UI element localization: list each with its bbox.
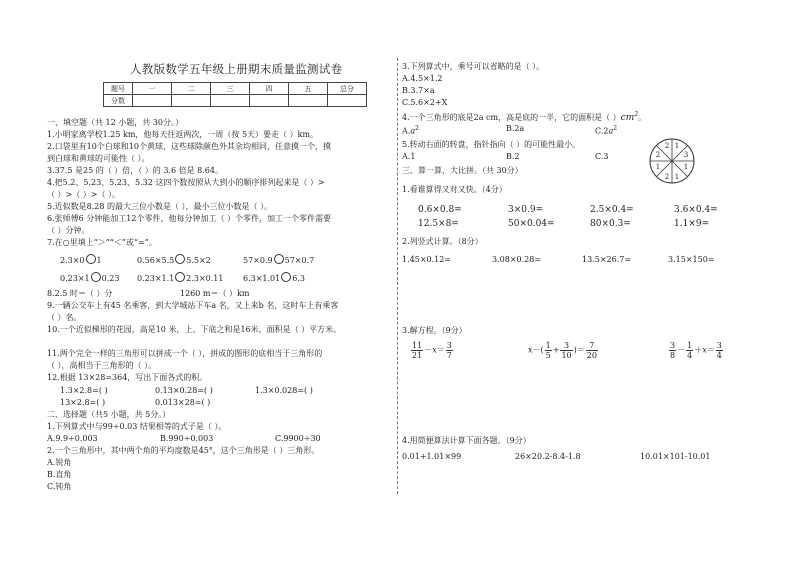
question-9-line-2: （ ）名。 [47,313,82,322]
score-header-cell: 三 [211,83,250,95]
spinner-number: 2 [664,173,670,181]
choice-4-option-b[interactable]: B.2a [506,124,525,133]
question-3: 3.37.5 是25 的（ ）倍，（ ）的 3.6 倍是 8.64。 [47,166,223,175]
oral-item: 12.5×8= [418,219,459,229]
compare-left: 2.3×0 [60,256,85,265]
vertical-calc-item: 3.15×150= [668,255,715,264]
fraction: $\frac{1}{5}$ [545,341,551,360]
choice-5-option-b[interactable]: B.2 [506,152,520,161]
compare-circle[interactable] [175,272,185,282]
spinner-number: 1 [655,163,661,171]
question-6-line-2: （ ）分钟。 [47,226,90,235]
score-header-cell: 总分 [328,83,367,95]
column-divider [397,58,398,494]
choice-3: 3.下列算式中，乘号可以省略的是（ ）。 [402,62,545,71]
score-header-cell: 四 [250,83,289,95]
compare-circle[interactable] [281,272,291,282]
compare-item [137,254,211,266]
spinner-number: 3 [683,151,689,159]
oral-item: 3×0.9= [508,205,544,215]
choice-1-option-b[interactable]: B.990÷0.003 [160,434,214,443]
compare-circle[interactable] [175,254,185,264]
vertical-calc-item: 13.5×26.7= [582,255,632,264]
calc-1-header: 1.看谁算得又对又快。（4分） [402,185,507,194]
oral-item: 2.5×0.4= [590,205,634,215]
choice-4-unit: $cm^2$ [620,111,639,123]
compare-right: 0.23 [101,274,120,283]
oral-item: 80×0.3= [590,219,631,229]
question-10: 10.一个近似梯形的花园，高是10 米，上、下底之和是16米，面积是（ ）平方米。 [47,325,342,334]
choice-3-option-b[interactable]: B.3.7×a [402,86,435,95]
compare-left: 0.56×5.5 [137,256,175,265]
question-2-line-2: 到白球和黄球的可能性（ ）。 [47,154,150,163]
oral-item: 3.6×0.4= [674,205,718,215]
score-header-cell: 题号 [104,83,133,95]
score-header-cell: 一 [133,83,172,95]
choice-4-option-a[interactable]: $A.a^2$ [402,125,419,136]
question-7: 7.在○里填上“＞”“＜”或“=”。 [47,238,157,247]
question-11-line-1: 11.两个完全一样的三角形可以拼成一个（ ），拼成的图形的底相当于三角形的 [47,349,323,358]
score-input-cell[interactable] [250,95,289,107]
question-4-line-1: 4.把5.2、5.23、5.23、5.32 这四个数按照从大到小的顺序排列起来是（ ）> [47,178,325,187]
score-row-label: 分数 [104,95,133,107]
choice-2-option-c[interactable]: C.钝角 [47,482,72,491]
fraction: $\frac{3}{10}$ [561,341,572,360]
calc-2-header: 2.列竖式计算。（8分） [402,237,483,246]
equation-2: x－( $\frac{1}{5}$ + $\frac{3}{10}$ )＝ $\frac{7}{20}$ [528,341,597,360]
compare-right: 6.3 [292,274,305,283]
spinner-number: 2 [655,151,661,159]
question-9-line-1: 9.一辆公交车上有45 名乘客，到大学城站下车a 名，又上来b 名，这时车上有乘客 [47,301,339,310]
compare-right: 2.3×0.11 [186,274,224,283]
oral-item: 50×0.04= [508,219,555,229]
simplify-item: 26×20.2-8.4-1.8 [515,452,581,461]
product-item: 1.3×2.8=( ) [60,386,108,395]
score-input-cell[interactable] [172,95,211,107]
compare-item [243,272,305,284]
choice-1: 1.下列算式中与99÷0.03 结果相等的式子是（ ）。 [47,422,227,431]
compare-right: 1 [96,256,102,265]
score-input-cell[interactable] [328,95,367,107]
choice-5: 5.转动右面的转盘，指针指向（ ）的可能性最小。 [402,140,581,149]
choice-5-option-a[interactable]: A.1 [402,152,416,161]
fraction: $\frac{3}{7}$ [446,341,452,360]
product-item: 0.013×28=( ) [155,398,211,407]
score-header-cell: 五 [289,83,328,95]
question-8-a: 8.2.5 时＝（ ）分 [47,289,113,298]
score-input-cell[interactable] [211,95,250,107]
choice-2-option-b[interactable]: B.直角 [47,470,72,479]
equation-1: $\frac{11}{21}$ －x＝ $\frac{3}{7}$ [412,341,452,360]
choice-4: 4.一个三角形的底是2a cm，高是底的一半，它的面积是（ ）$cm^2$。 [402,111,647,123]
spinner-diagram [648,137,696,185]
calc-4-header: 4.用简便算法计算下面各题。（9分） [402,436,531,445]
choice-1-option-c[interactable]: C.9900÷30 [275,434,321,443]
vertical-calc-item: 1.45×0.12= [402,255,452,264]
compare-circle[interactable] [86,254,96,264]
score-table-value-row [104,95,367,107]
choice-4-text: 4.一个三角形的底是2a cm，高是底的一半，它的面积是（ ） [402,113,621,122]
section-1-header: 一、填空题（共 12 小题，共 30分。） [47,118,183,127]
spinner-number: 1 [674,142,680,150]
compare-circle[interactable] [274,254,284,264]
compare-left: 6.3×1.01 [243,274,281,283]
fraction: $\frac{3}{4}$ [716,341,722,360]
question-2-line-1: 2.口袋里有10个白球和10个黄球，这些球除颜色外其余均相同，任意摸一个，摸 [47,142,331,151]
fraction: $\frac{7}{20}$ [586,341,597,360]
compare-left: 0.23×1.1 [137,274,175,283]
choice-2-option-a[interactable]: A.锐角 [47,458,72,467]
oral-item: 1.1×9= [674,219,710,229]
product-item: 13×2.8=( ) [60,398,106,407]
calc-3-header: 3.解方程。（9分） [402,326,467,335]
question-12: 12.根据 13×28=364，写出下面各式的积。 [47,373,208,382]
vertical-calc-item: 3.08×0.28= [492,255,542,264]
score-table [103,82,367,107]
compare-item [60,272,119,284]
score-input-cell[interactable] [133,95,172,107]
choice-5-option-c[interactable]: C.3 [595,152,609,161]
paper-title: 人教版数学五年级上册期末质量监测试卷 [130,62,343,76]
compare-circle[interactable] [91,272,101,282]
equation-3: $\frac{3}{8}$ － $\frac{1}{4}$ ＋x＝ $\frac{3}{4}$ [670,341,722,360]
choice-3-option-a[interactable]: A.4.5×1.2 [402,74,443,83]
compare-item [137,272,224,284]
spinner-number: 1 [674,173,680,181]
question-5: 5.近似数是8.28 的最大三位小数是（ ），最小三位小数是（ ）。 [47,202,273,211]
compare-item [60,254,102,266]
compare-right: 5.5×2 [186,256,211,265]
simplify-item: 10.01×101-10.01 [640,452,711,461]
fraction: $\frac{3}{8}$ [670,341,676,360]
choice-4-option-c[interactable]: $C.2a^2$ [595,125,618,136]
score-header-cell: 二 [172,83,211,95]
compare-right: 57×0.7 [284,256,315,265]
spinner-number: 1 [683,163,689,171]
score-input-cell[interactable] [289,95,328,107]
section-2-header: 二、选择题（共5 小题，共 5分。） [47,410,171,419]
question-1: 1.小明家离学校1.25 km，他每天往返两次，一周（按 5天）要走（ ）km。 [47,130,319,139]
section-3-header: 三、算一算，大比拼。（共 30分） [402,166,523,175]
question-11-line-2: （ ），高相当于三角形的（ ）。 [47,361,157,370]
choice-3-option-c[interactable]: C.5.6×2+X [402,98,448,107]
compare-left: 0.23×1 [60,274,90,283]
product-item: 0.13×0.28=( ) [155,386,213,395]
fraction: $\frac{11}{21}$ [412,341,423,360]
score-table-header-row [104,83,367,95]
spinner-number: 2 [664,142,670,150]
question-8-b: 1260 m＝（ ）km [180,289,250,298]
compare-left: 57×0.9 [243,256,273,265]
choice-1-option-a[interactable]: A.9.9÷0.003 [47,434,98,443]
simplify-item: 0.01+1.01×99 [402,452,462,461]
oral-item: 0.6×0.8= [418,205,462,215]
choice-2: 2.一个三角形中，其中两个角的平均度数是45°，这个三角形是（ ）三角形。 [47,446,320,455]
fraction: $\frac{1}{4}$ [687,341,693,360]
product-item: 1.3×0.028=( ) [255,386,313,395]
question-4-line-2: （ ）>（ ）>（ ）。 [47,190,121,199]
compare-item [243,254,314,266]
question-6-line-1: 6.张师傅6 分钟能加工12个零件，他每分钟加工（ ）个零件，加工一个零件需要 [47,214,331,223]
